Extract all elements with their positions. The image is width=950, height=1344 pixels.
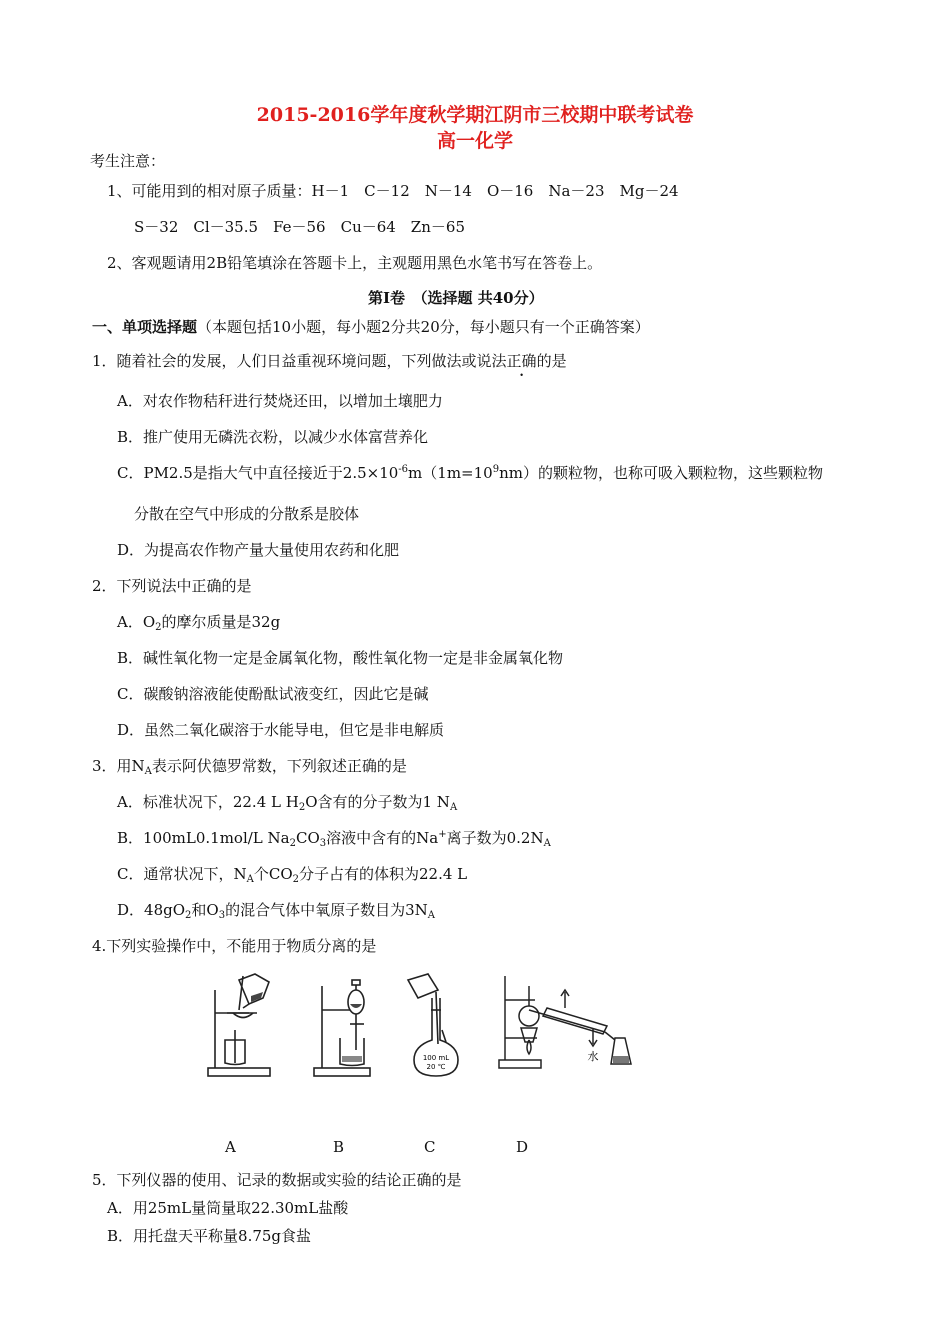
q2-option-b: B．碱性氧化物一定是金属氧化物，酸性氧化物一定是非金属氧化物 (117, 649, 564, 667)
q3-option-c-text-1: C．通常状况下，N (117, 865, 247, 883)
q4-stem: 4.下列实验操作中，不能用于物质分离的是 (92, 937, 377, 955)
q1-option-c-exp-2: 9 (492, 464, 500, 475)
flask-temperature-label: 20 ℃ (426, 1063, 446, 1071)
water-label: 水 (587, 1050, 599, 1063)
q3-option-b-text-4: 离子数为0.2N (446, 829, 544, 847)
q3-option-b (117, 827, 551, 849)
q3-option-b-text-3: 溶液中含有的Na (326, 829, 439, 847)
q3-option-d-sub-2: 3 (218, 910, 226, 921)
q1-option-c-text-3: nm）的颗粒物，也称可吸入颗粒物，这些颗粒物 (499, 464, 823, 482)
q2-stem: 2．下列说法中正确的是 (92, 577, 252, 595)
volume-heading: 第Ⅰ卷 （选择题 共40分） (368, 289, 544, 307)
q1-stem (92, 350, 567, 371)
part1-title: 一、单项选择题 (92, 318, 198, 336)
part1-heading (92, 316, 650, 337)
q3-option-c-sub-2: 2 (292, 874, 299, 885)
q1-option-c (117, 462, 823, 483)
q3-option-c-text-2: 个CO (253, 865, 293, 883)
q3-stem (92, 755, 407, 777)
q3-option-d-sub-1: 2 (185, 910, 192, 921)
q3-option-a (117, 791, 457, 813)
exam-title: 2015-2016学年度秋学期江阴市三校期中联考试卷 (256, 104, 694, 126)
q3-option-b-sub-3: A (543, 838, 551, 849)
q5-option-b: B．用托盘天平称量8.75g食盐 (107, 1227, 312, 1245)
apparatus-label-c: C (424, 1138, 436, 1156)
q1-option-c-text-1: C．PM2.5是指大气中直径接近于2.5×10 (117, 464, 399, 482)
q1-option-c-cont: 分散在空气中形成的分散系是胶体 (134, 505, 360, 523)
q3-option-c-sub-1: A (246, 874, 254, 885)
q3-option-c-text-3: 分子占有的体积为22.4 L (299, 865, 468, 883)
q3-option-b-sup: + (438, 829, 447, 840)
q1-option-c-exp-1: -6 (398, 464, 409, 475)
volumetric-flask-figure (400, 968, 470, 1080)
evaporation-apparatus-figure (205, 968, 290, 1080)
q2-option-a (117, 611, 280, 633)
notice-item-1-cont: S－32 Cl－35.5 Fe－56 Cu－64 Zn－65 (134, 218, 465, 236)
notice-item-1: 1、可能用到的相对原子质量：H－1 C－12 N－14 O－16 Na－23 Mg－24 (107, 182, 679, 200)
q3-option-d (117, 899, 435, 921)
q3-stem-text-1: 3．用N (92, 757, 145, 775)
q3-option-b-text-2: CO (295, 829, 320, 847)
q3-option-b-sub-1: 2 (289, 838, 296, 849)
q3-option-d-sub-3: A (427, 910, 435, 921)
exam-subject: 高一化学 (436, 130, 513, 152)
q1-option-a: A．对农作物秸秆进行焚烧还田，以增加土壤肥力 (117, 392, 443, 410)
q1-emphasis: 正确 (506, 352, 537, 370)
q3-option-d-text-2: 和O (191, 901, 219, 919)
q1-stem-end: 的是 (536, 352, 567, 370)
notice-heading: 考生注意： (90, 152, 166, 170)
q3-option-a-text-1: A．标准状况下，22.4 L H (117, 793, 299, 811)
q2-option-d: D．虽然二氧化碳溶于水能导电，但它是非电解质 (117, 721, 445, 739)
q3-option-c (117, 863, 467, 885)
q1-option-c-text-2: m（1m=10 (408, 464, 493, 482)
q2-option-a-sub: 2 (155, 622, 162, 633)
q1-stem-text: 1．随着社会的发展，人们日益重视环境问题，下列做法或说法 (92, 352, 507, 370)
q2-option-c: C．碳酸钠溶液能使酚酞试液变红，因此它是碱 (117, 685, 429, 703)
q3-option-d-text-3: 的混合气体中氧原子数目为3N (225, 901, 428, 919)
q3-option-a-text-2: O含有的分子数为1 N (305, 793, 450, 811)
q5-option-a: A．用25mL量筒量取22.30mL盐酸 (107, 1199, 349, 1217)
q5-stem: 5．下列仪器的使用、记录的数据或实验的结论正确的是 (92, 1171, 462, 1189)
q3-option-b-sub-2: 3 (319, 838, 327, 849)
distillation-apparatus-figure (495, 968, 635, 1080)
notice-item-2: 2、客观题请用2B铅笔填涂在答题卡上，主观题用黑色水笔书写在答卷上。 (107, 254, 603, 272)
q3-option-a-sub-1: 2 (298, 802, 306, 813)
q3-stem-text-2: 表示阿伏德罗常数，下列叙述正确的是 (151, 757, 407, 775)
q3-option-a-sub-2: A (449, 802, 458, 813)
q1-option-b: B．推广使用无磷洗衣粉，以减少水体富营养化 (117, 428, 429, 446)
flask-volume-label: 100 mL (422, 1054, 450, 1062)
q2-option-a-text-2: 的摩尔质量是32g (161, 613, 281, 631)
q1-option-d: D．为提高农作物产量大量使用农药和化肥 (117, 541, 400, 559)
apparatus-label-a: A (225, 1138, 236, 1156)
q3-option-b-text-1: B．100mL0.1mol/L Na (117, 829, 290, 847)
q3-stem-sub: A (144, 766, 152, 777)
q2-option-a-text-1: A．O (117, 613, 156, 631)
separating-funnel-figure (312, 968, 387, 1080)
q3-option-d-text-1: D．48gO (117, 901, 186, 919)
apparatus-label-d: D (516, 1138, 529, 1156)
apparatus-label-b: B (333, 1138, 345, 1156)
part1-instructions: （本题包括10小题，每小题2分共20分，每小题只有一个正确答案） (197, 318, 650, 336)
